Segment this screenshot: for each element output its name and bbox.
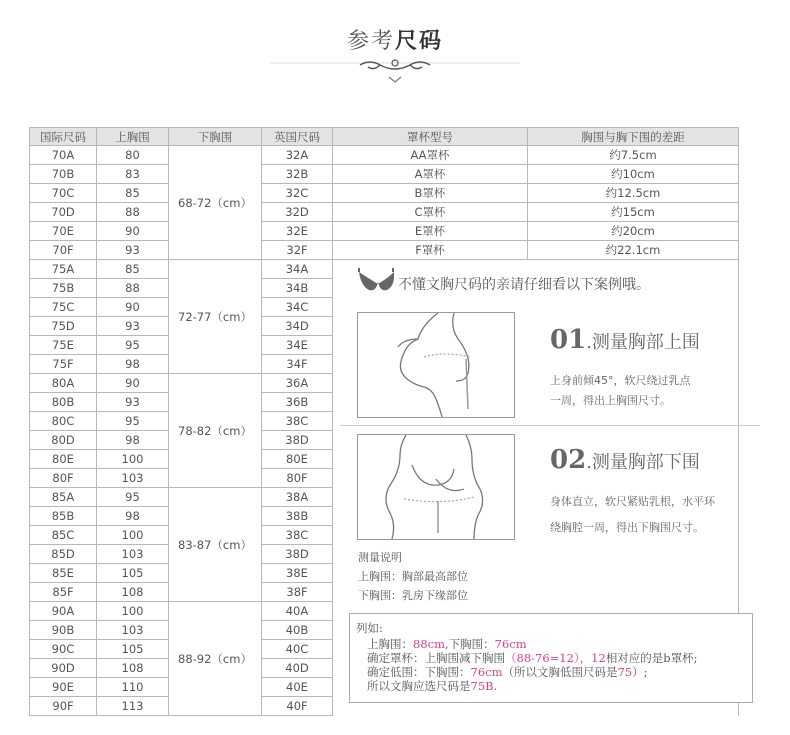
note-title: 测量说明	[358, 551, 402, 564]
bust-cell: 103	[97, 469, 169, 488]
header-intl-size: 国际尺码	[30, 128, 97, 146]
intl-size-cell: 75A	[30, 260, 97, 279]
uk-size-cell: 36B	[262, 393, 333, 412]
difference-cell: 约10cm	[528, 165, 739, 184]
cup-cell: C罩杯	[333, 203, 528, 222]
bust-cell: 85	[97, 184, 169, 203]
example-l4-value: 75B	[470, 679, 494, 693]
step-2-desc-line1: 身体直立，软尺紧贴乳根，水平环	[550, 495, 715, 508]
uk-size-cell: 32A	[262, 146, 333, 165]
uk-size-cell: 38E	[262, 564, 333, 583]
intl-size-cell: 75C	[30, 298, 97, 317]
table-row	[30, 241, 739, 260]
underbust-measure-illustration	[357, 434, 515, 540]
bust-cell: 98	[97, 431, 169, 450]
intl-size-cell: 80D	[30, 431, 97, 450]
uk-size-cell: 32B	[262, 165, 333, 184]
bust-measure-illustration	[357, 312, 515, 418]
table-row	[30, 165, 739, 184]
note-line2: 下胸围：乳房下缘部位	[358, 589, 468, 602]
intl-size-cell: 90A	[30, 602, 97, 621]
intl-size-cell: 70E	[30, 222, 97, 241]
bust-cell: 100	[97, 450, 169, 469]
table-row	[30, 146, 739, 165]
intl-size-cell: 80C	[30, 412, 97, 431]
uk-size-cell: 34F	[262, 355, 333, 374]
uk-size-cell: 32E	[262, 222, 333, 241]
step-1-number: 01	[550, 325, 587, 355]
bust-cell: 93	[97, 393, 169, 412]
cup-cell: B罩杯	[333, 184, 528, 203]
intl-size-cell: 90E	[30, 678, 97, 697]
intl-size-cell: 85F	[30, 583, 97, 602]
underbust-cell: 88-92（cm）	[169, 602, 262, 716]
example-l3-end: ）;	[632, 665, 648, 679]
intl-size-cell: 85A	[30, 488, 97, 507]
uk-size-cell: 36A	[262, 374, 333, 393]
underbust-cell: 78-82（cm）	[169, 374, 262, 488]
uk-size-cell: 32D	[262, 203, 333, 222]
intl-size-cell: 85B	[30, 507, 97, 526]
example-line-4	[367, 678, 497, 694]
bust-cell: 85	[97, 260, 169, 279]
intl-size-cell: 90C	[30, 640, 97, 659]
bust-cell: 105	[97, 640, 169, 659]
bust-cell: 98	[97, 355, 169, 374]
step-1-desc-line1: 上身前倾45°，软尺绕过乳点	[550, 374, 691, 387]
guide-divider	[340, 425, 760, 426]
uk-size-cell: 40F	[262, 697, 333, 716]
uk-size-cell: 34E	[262, 336, 333, 355]
uk-size-cell: 38F	[262, 583, 333, 602]
step-2-desc-line2: 绕胸腔一周，得出下胸围尺寸。	[550, 521, 704, 534]
intl-size-cell: 80B	[30, 393, 97, 412]
step-2-description	[550, 489, 715, 541]
uk-size-cell: 34D	[262, 317, 333, 336]
bust-cell: 80	[97, 146, 169, 165]
intl-size-cell: 85D	[30, 545, 97, 564]
underbust-cell: 68-72（cm）	[169, 146, 262, 260]
example-l2-result: 相对应的是b罩杯;	[605, 651, 698, 665]
intl-size-cell: 70C	[30, 184, 97, 203]
cup-cell: F罩杯	[333, 241, 528, 260]
uk-size-cell: 40D	[262, 659, 333, 678]
step-2-heading	[550, 445, 700, 475]
bust-cell: 95	[97, 412, 169, 431]
uk-size-cell: 34B	[262, 279, 333, 298]
bust-cell: 100	[97, 602, 169, 621]
bust-cell: 108	[97, 659, 169, 678]
bust-cell: 95	[97, 336, 169, 355]
bust-cell: 90	[97, 298, 169, 317]
table-row	[30, 203, 739, 222]
bra-icon	[356, 266, 396, 296]
guide-intro: 不懂文胸尺码的亲请仔细看以下案例哦。	[398, 277, 650, 293]
table-header-row	[30, 128, 739, 146]
intl-size-cell: 80F	[30, 469, 97, 488]
example-l3-value2: 75	[617, 665, 633, 679]
example-l2-label: 确定罩杯：上胸围减下胸围	[367, 651, 505, 665]
example-heading: 列如:	[356, 621, 383, 635]
bust-cell: 100	[97, 526, 169, 545]
page-title	[0, 24, 790, 55]
uk-size-cell: 38C	[262, 412, 333, 431]
uk-size-cell: 38A	[262, 488, 333, 507]
example-l1-label2: ,下胸围：	[444, 637, 495, 651]
bust-cell: 95	[97, 488, 169, 507]
bust-cell: 103	[97, 621, 169, 640]
example-l2-value: （88-76=12），12	[505, 651, 606, 665]
table-row	[30, 184, 739, 203]
cup-cell: E罩杯	[333, 222, 528, 241]
intl-size-cell: 70D	[30, 203, 97, 222]
bust-cell: 98	[97, 507, 169, 526]
uk-size-cell: 32F	[262, 241, 333, 260]
step-2-title: .测量胸部下围	[586, 452, 700, 473]
uk-size-cell: 32C	[262, 184, 333, 203]
example-l3-note: （所以文胸低围尺码是	[502, 665, 618, 679]
difference-cell: 约15cm	[528, 203, 739, 222]
uk-size-cell: 80E	[262, 450, 333, 469]
example-l1-value2: 76cm	[494, 637, 527, 651]
uk-size-cell: 34A	[262, 260, 333, 279]
uk-size-cell: 40C	[262, 640, 333, 659]
intl-size-cell: 75E	[30, 336, 97, 355]
example-l3-value: 76cm	[470, 665, 503, 679]
cup-cell: AA罩杯	[333, 146, 528, 165]
cup-cell: A罩杯	[333, 165, 528, 184]
uk-size-cell: 80F	[262, 469, 333, 488]
uk-size-cell: 40B	[262, 621, 333, 640]
header-uk-size: 英国尺码	[262, 128, 333, 146]
example-l4-label: 所以文胸应选尺码是	[367, 679, 471, 693]
intl-size-cell: 75B	[30, 279, 97, 298]
bust-cell: 88	[97, 279, 169, 298]
difference-cell: 约20cm	[528, 222, 739, 241]
intl-size-cell: 75F	[30, 355, 97, 374]
example-box	[349, 613, 753, 703]
bust-cell: 83	[97, 165, 169, 184]
uk-size-cell: 38D	[262, 545, 333, 564]
bust-cell: 103	[97, 545, 169, 564]
bust-cell: 88	[97, 203, 169, 222]
intl-size-cell: 80A	[30, 374, 97, 393]
bust-cell: 105	[97, 564, 169, 583]
uk-size-cell: 38D	[262, 431, 333, 450]
bust-cell: 110	[97, 678, 169, 697]
example-l1-value: 88cm	[413, 637, 445, 651]
bust-cell: 90	[97, 222, 169, 241]
header-difference: 胸围与胸下围的差距	[528, 128, 739, 146]
measure-notes	[358, 548, 468, 605]
title-part2: 尺码	[395, 29, 444, 54]
intl-size-cell: 85C	[30, 526, 97, 545]
underbust-cell: 83-87（cm）	[169, 488, 262, 602]
example-l3-label: 确定低围：下胸围：	[367, 665, 471, 679]
uk-size-cell: 40E	[262, 678, 333, 697]
step-1-title: .测量胸部上围	[586, 332, 700, 353]
intl-size-cell: 90F	[30, 697, 97, 716]
ornament-flourish	[265, 55, 525, 91]
intl-size-cell: 75D	[30, 317, 97, 336]
uk-size-cell: 40A	[262, 602, 333, 621]
intl-size-cell: 70A	[30, 146, 97, 165]
bust-cell: 93	[97, 317, 169, 336]
bust-cell: 90	[97, 374, 169, 393]
intl-size-cell: 85E	[30, 564, 97, 583]
step-1-desc-line2: 一周，得出上胸围尺寸。	[550, 394, 671, 407]
difference-cell: 约12.5cm	[528, 184, 739, 203]
example-l4-end: .	[493, 679, 498, 693]
table-row	[30, 222, 739, 241]
bust-cell: 108	[97, 583, 169, 602]
step-1-heading	[550, 325, 700, 355]
step-2-number: 02	[550, 445, 587, 475]
intl-size-cell: 70B	[30, 165, 97, 184]
intl-size-cell: 80E	[30, 450, 97, 469]
step-1-description	[550, 371, 691, 411]
underbust-cell: 72-77（cm）	[169, 260, 262, 374]
title-part1: 参考	[346, 29, 395, 54]
bust-cell: 93	[97, 241, 169, 260]
header-bust: 上胸围	[97, 128, 169, 146]
intl-size-cell: 90D	[30, 659, 97, 678]
uk-size-cell: 38C	[262, 526, 333, 545]
difference-cell: 约22.1cm	[528, 241, 739, 260]
bust-cell: 113	[97, 697, 169, 716]
intl-size-cell: 70F	[30, 241, 97, 260]
uk-size-cell: 38B	[262, 507, 333, 526]
note-line1: 上胸围：胸部最高部位	[358, 570, 468, 583]
header-underbust: 下胸围	[169, 128, 262, 146]
uk-size-cell: 34C	[262, 298, 333, 317]
header-cup: 罩杯型号	[333, 128, 528, 146]
difference-cell: 约7.5cm	[528, 146, 739, 165]
intl-size-cell: 90B	[30, 621, 97, 640]
example-l1-label: 上胸围：	[367, 637, 413, 651]
